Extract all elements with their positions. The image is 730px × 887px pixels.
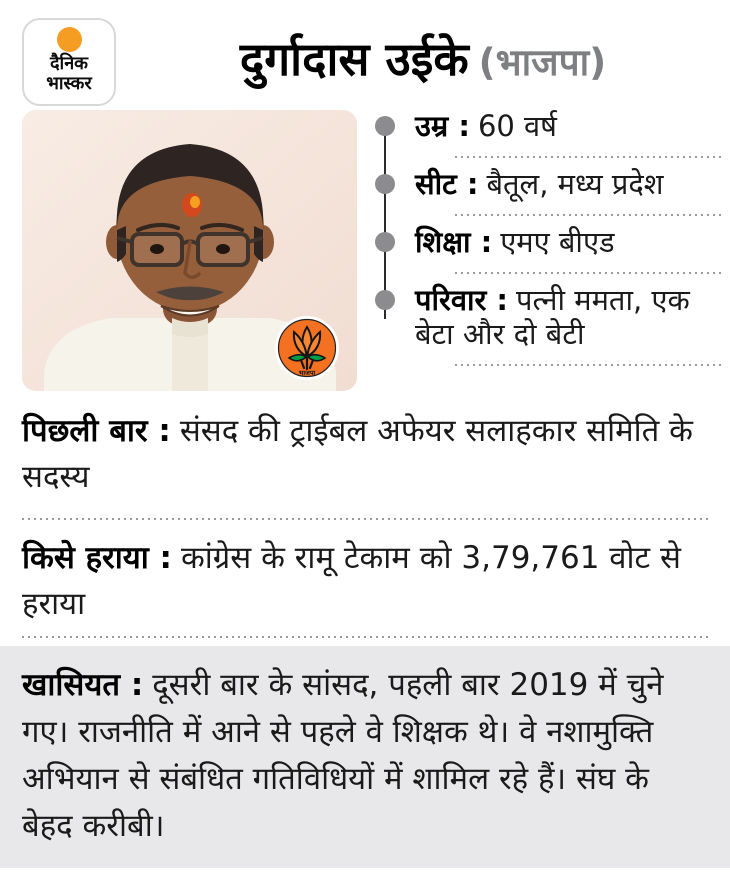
fact-value: बैतूल, मध्य प्रदेश [486, 167, 664, 201]
fact-row-education [375, 216, 723, 274]
section-last-time [22, 408, 708, 500]
bullet-dot-icon [375, 232, 395, 252]
party-name: (भाजपा) [478, 41, 607, 84]
header-title-row [116, 30, 730, 88]
fact-row-family [375, 274, 723, 366]
fact-label: परिवार : [415, 283, 509, 317]
fact-row-age [375, 100, 723, 158]
fact-label: सीट : [415, 167, 479, 201]
brand-logo-line1: दैनिक [49, 53, 89, 74]
dotted-divider [22, 518, 708, 520]
fact-value: एमए बीएड [500, 225, 615, 259]
fact-value: 60 वर्ष [477, 109, 557, 143]
section-defeated [22, 535, 708, 627]
bjp-lotus-icon [275, 316, 339, 380]
section-label: पिछली बार : [22, 413, 171, 449]
bjp-lotus-label: भाजपा [298, 369, 316, 377]
dotted-divider [455, 364, 723, 366]
section-speciality [0, 646, 730, 868]
fact-row-seat [375, 158, 723, 216]
dotted-divider [22, 636, 708, 638]
brand-logo-line2: भास्कर [46, 73, 92, 94]
fact-label: उम्र : [415, 109, 470, 143]
dainik-bhaskar-logo [22, 18, 116, 106]
candidate-name: दुर्गादास उईके [239, 32, 469, 86]
sun-icon [57, 27, 82, 52]
bullet-dot-icon [375, 290, 395, 310]
section-label: किसे हराया : [22, 540, 172, 576]
bullet-dot-icon [375, 116, 395, 136]
fact-value: पत्नी ममता, एक बेटा और दो बेटी [415, 283, 690, 351]
candidate-photo [22, 110, 357, 391]
section-value: संसद की ट्राईबल अफेयर सलाहकार समिति के सदस्य [22, 413, 693, 495]
bullet-dot-icon [375, 174, 395, 194]
section-label: खासियत : [22, 667, 144, 703]
fact-list [375, 100, 723, 366]
fact-label: शिक्षा : [415, 225, 493, 259]
section-value: कांग्रेस के रामू टेकाम को 3,79,761 वोट से हराया [22, 540, 681, 622]
section-value: दूसरी बार के सांसद, पहली बार 2019 में चुने गए। राजनीति में आने से पहले वे शिक्षक थे। वे नशामुक्ति अभियान से संबंधित गतिविधियों में शामिल रहे हैं। संघ के बेहद करीबी। [22, 667, 664, 844]
